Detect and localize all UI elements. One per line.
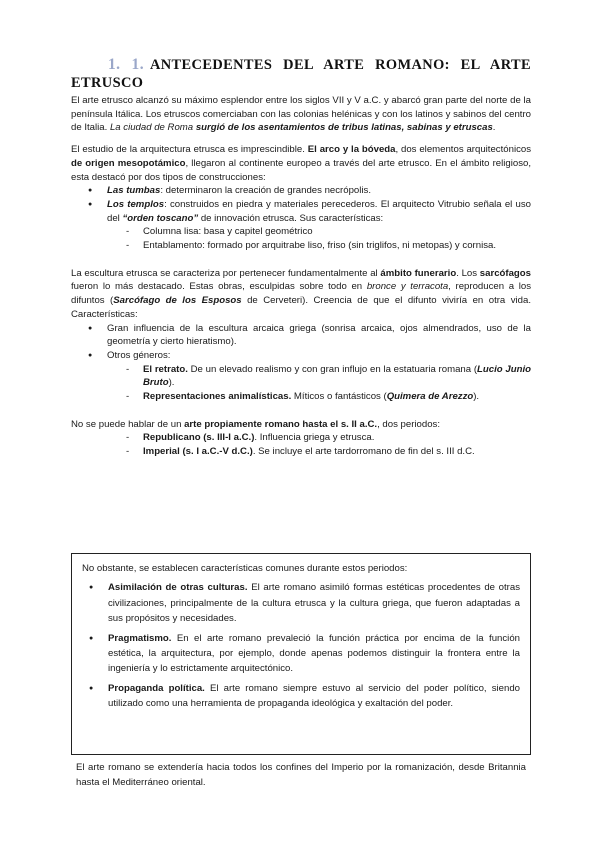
dash-item: - Columna lisa: basa y capitel geométrico [107, 225, 531, 239]
document-page [71, 56, 531, 459]
characteristics-list [82, 580, 520, 711]
paragraph-intro: El arte etrusco alcanzó su máximo esplendor entre los siglos VII y V a.C. y abarcó gran parte del norte de la península Itálica. Los etruscos comerciaban con las colonias helénicas y con los latinos y sabinos del centro de Italia. La ciudad de Roma surgió de los asentamientos de tribus latinas, sabinas y etruscas. [71, 95, 531, 134]
paragraph-periods: No se puede hablar de un arte propiamente romano hasta el s. II a.C., dos periodos: [71, 418, 441, 430]
list-item-asimilacion: ● Asimilación de otras culturas. El arte romano asimiló formas estéticas procedentes de otras civilizaciones, principalmente de la cultura etrusca y la cultura griega, que fueron adaptadas a sus propósitos y necesidades. [82, 580, 520, 626]
architecture-list [71, 184, 531, 253]
closing-paragraph: El arte romano se extendería hacia todos los confines del Imperio por la romanización, desde Britannia hasta el Mediterráneo oriental. [76, 762, 526, 789]
characteristics-box [71, 553, 531, 755]
dash-item-imperial: - Imperial (s. I a.C.-V d.C.). Se incluye el arte tardorromano de fin del s. III d.C. [71, 445, 531, 459]
temple-features-list [107, 225, 531, 252]
dash-item-retrato: - El retrato. De un elevado realismo y con gran influjo en la estatuaria romana (Lucio Junio Bruto). [107, 363, 531, 390]
genres-list [107, 363, 531, 404]
list-item-otros: ● Otros géneros: - El retrato. De un elevado realismo y con gran influjo en la estatuaria romana (Lucio Junio Bruto). - Representaciones animalísticas. Míticos o fantásticos (Quimera de Arezzo). [71, 349, 531, 404]
dash-item-republicano: - Republicano (s. III-I a.C.). Influencia griega y etrusca. [71, 431, 531, 445]
box-intro: No obstante, se establecen características comunes durante estos periodos: [82, 563, 408, 574]
section-title: ANTECEDENTES DEL ARTE ROMANO: EL ARTE ETRUSCO [71, 57, 532, 91]
list-item-tumbas: ● Las tumbas: determinaron la creación de grandes necrópolis. [71, 184, 531, 198]
paragraph-architecture: El estudio de la arquitectura etrusca es imprescindible. El arco y la bóveda, dos elementos arquitectónicos de origen mesopotámico, llegaron al continente europeo a través del arte etrusco. En el ámbito religioso, esta destacó por dos tipos de construcciones: [71, 144, 532, 183]
list-item-pragmatismo: ● Pragmatismo. En el arte romano prevaleció la función práctica por encima de la función estética, la arquitectura, por ejemplo, donde apenas podemos distinguir la frontera entre la ingeniería y lo estrictamente arquitectónico. [82, 631, 520, 677]
section-heading [71, 56, 531, 92]
dash-item: - Entablamento: formado por arquitrabe liso, friso (sin triglifos, ni metopas) y cornisa. [107, 239, 531, 253]
paragraph-sculpture: La escultura etrusca se caracteriza por pertenecer fundamentalmente al ámbito funerario. Los sarcófagos fueron lo más destacado. Estas obras, esculpidas sobre todo en bronce y terracota, reproducen a los difuntos (Sarcófago de los Esposos de Cerveteri). Creencia de que el difunto viviría en otra vida. Características: [71, 267, 532, 320]
section-number: 1. 1. [108, 56, 144, 73]
periods-list [71, 431, 531, 458]
list-item-propaganda: ● Propaganda política. El arte romano siempre estuvo al servicio del poder político, siendo utilizado como una herramienta de propaganda ideológica y exaltación del poder. [82, 681, 520, 712]
dash-item-animal: - Representaciones animalísticas. Míticos o fantásticos (Quimera de Arezzo). [107, 390, 531, 404]
list-item-templos: ● Los templos: construidos en piedra y materiales perecederos. El arquitecto Vitrubio señala el uso del “orden toscano” de innovación etrusca. Sus características: - Columna lisa: basa y capitel geométrico - Entablamento: formado por arquitrabe liso, friso (sin triglifos, ni metopas) y cornisa. [71, 198, 531, 253]
list-item: ● Gran influencia de la escultura arcaica griega (sonrisa arcaica, ojos almendrados, uso de la geometría y cierto hieratismo). [71, 322, 531, 349]
sculpture-list [71, 322, 531, 404]
